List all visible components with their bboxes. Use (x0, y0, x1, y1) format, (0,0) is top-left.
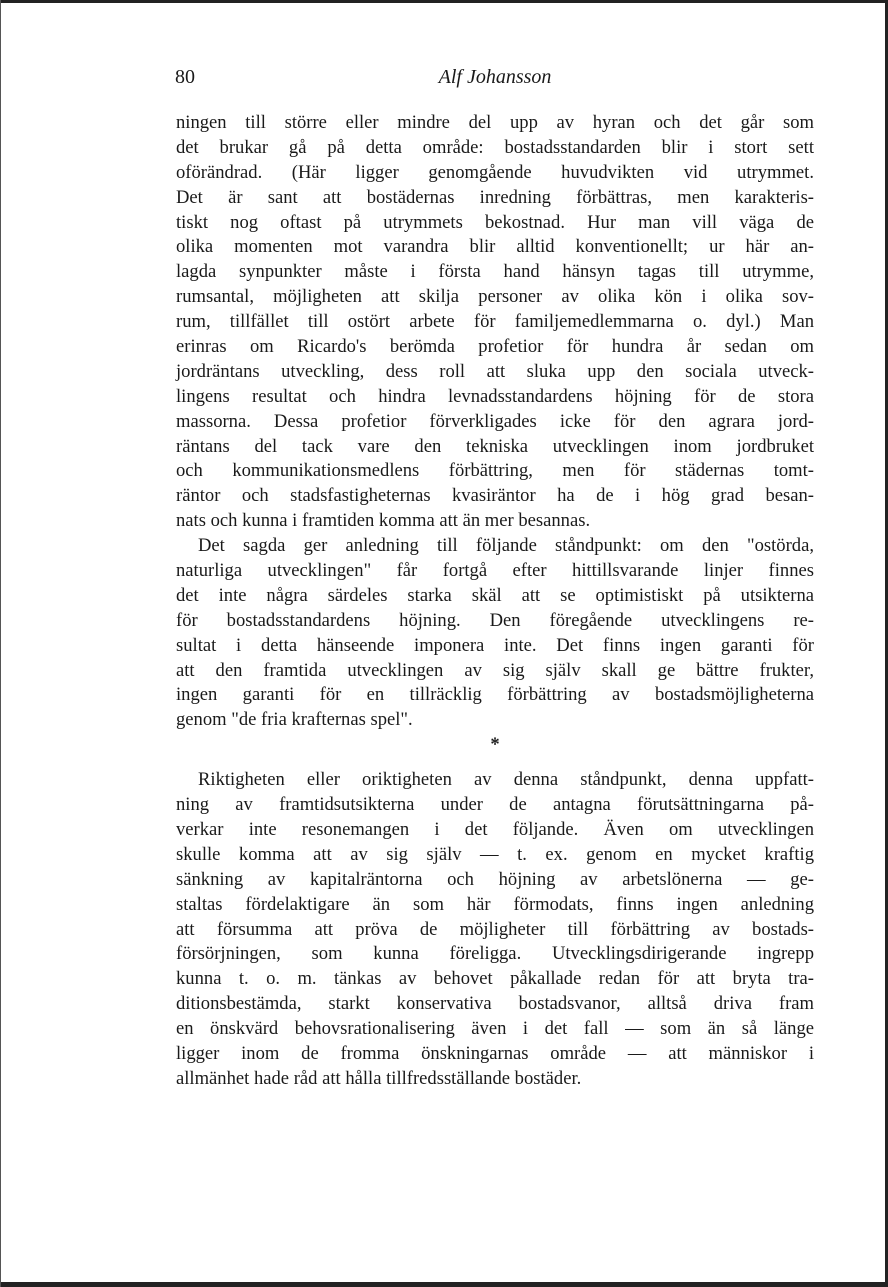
text-line: att försumma att pröva de möjligheter till förbättring av bostads- (176, 918, 814, 940)
text-line: rum, tillfället till ostört arbete för familjemedlemmarna o. dyl.) Man (176, 311, 814, 333)
text-line: för bostadsstandardens höjning. Den föregående utvecklingens re- (176, 609, 814, 631)
text-line: ditionsbestämda, starkt konservativa bostadsvanor, alltså driva fram (176, 993, 814, 1015)
text-line: räntor och stadsfastigheternas kvasiräntor ha de i hög grad besan- (176, 485, 814, 507)
text-line: lagda synpunkter måste i första hand hänsyn tagas till utrymme, (176, 261, 814, 283)
page-body (176, 111, 814, 1092)
text-line: tiskt nog oftast på utrymmets bekostnad. Hur man vill väga de (176, 211, 814, 233)
running-header (175, 66, 815, 94)
text-line: det brukar gå på detta område: bostadsstandarden blir i stort sett (176, 136, 814, 158)
spacer (176, 758, 814, 768)
paragraph (176, 768, 814, 1092)
text-line: verkar inte resonemangen i det följande. Även om utvecklingen (176, 818, 814, 840)
text-line: sultat i detta hänseende imponera inte. Det finns ingen garanti för (176, 634, 814, 656)
text-line: olika momenten mot varandra blir alltid konventionellt; ur här an- (176, 236, 814, 258)
text-line: och kommunikationsmedlens förbättring, men för städernas tomt- (176, 460, 814, 482)
text-line: rumsantal, möjligheten att skilja personer av olika kön i olika sov- (176, 286, 814, 308)
text-line: att den framtida utvecklingen av sig själv skall ge bättre frukter, (176, 659, 814, 681)
scan-edge-left (0, 0, 1, 1287)
text-line: erinras om Ricardo's berömda profetior för hundra år sedan om (176, 336, 814, 358)
text-line: det inte några särdeles starka skäl att se optimistiskt på utsikterna (176, 584, 814, 606)
text-line: ning av framtidsutsikterna under de antagna förutsättningarna på- (176, 794, 814, 816)
text-line: massorna. Dessa profetior förverkligades icke för den agrara jord- (176, 410, 814, 432)
text-line: allmänhet hade råd att hålla tillfredsställande bostäder. (176, 1067, 582, 1089)
section-separator: * (490, 734, 500, 756)
page-number: 80 (175, 66, 195, 88)
text-line: en önskvärd behovsrationalisering även i det fall — som än så länge (176, 1018, 814, 1040)
text-line: Det är sant att bostädernas inredning förbättras, men karakteris- (176, 186, 814, 208)
text-line: ligger inom de fromma önskningarnas område — att människor i (176, 1042, 814, 1064)
text-line: Riktigheten eller oriktigheten av denna ståndpunkt, denna uppfatt- (198, 769, 814, 791)
text-line: nats och kunna i framtiden komma att än mer besannas. (176, 510, 591, 532)
text-line: lingens resultat och hindra levnadsstandardens höjning för de stora (176, 385, 814, 407)
text-line: räntans del tack vare den tekniska utvecklingen inom jordbruket (176, 435, 814, 457)
text-line: Det sagda ger anledning till följande ståndpunkt: om den "ostörda, (198, 535, 814, 557)
text-line: genom "de fria krafternas spel". (176, 709, 413, 731)
text-line: försörjningen, som kunna föreligga. Utvecklingsdirigerande ingrepp (176, 943, 814, 965)
text-line: skulle komma att av sig själv — t. ex. genom en mycket kraftig (176, 843, 814, 865)
text-line: ingen garanti för en tillräcklig förbättring av bostadsmöjligheterna (176, 684, 814, 706)
text-line: staltas fördelaktigare än som här förmodats, finns ingen anledning (176, 893, 814, 915)
running-title: Alf Johansson (438, 66, 552, 88)
text-line: sänkning av kapitalräntorna och höjning av arbetslönerna — ge- (176, 868, 814, 890)
paragraph (176, 111, 814, 534)
scan-edge-top (0, 0, 888, 3)
paragraph (176, 534, 814, 733)
text-line: naturliga utvecklingen" får fortgå efter hittillsvarande linjer finnes (176, 560, 814, 582)
text-line: ningen till större eller mindre del upp av hyran och det går som (176, 112, 814, 133)
text-line: oförändrad. (Här ligger genomgående huvudvikten vid utrymmet. (176, 161, 814, 183)
scan-edge-bottom (0, 1282, 888, 1287)
text-line: jordräntans utveckling, dess roll att sluka upp den sociala utveck- (176, 360, 814, 382)
text-line: kunna t. o. m. tänkas av behovet påkallade redan för att bryta tra- (176, 968, 814, 990)
